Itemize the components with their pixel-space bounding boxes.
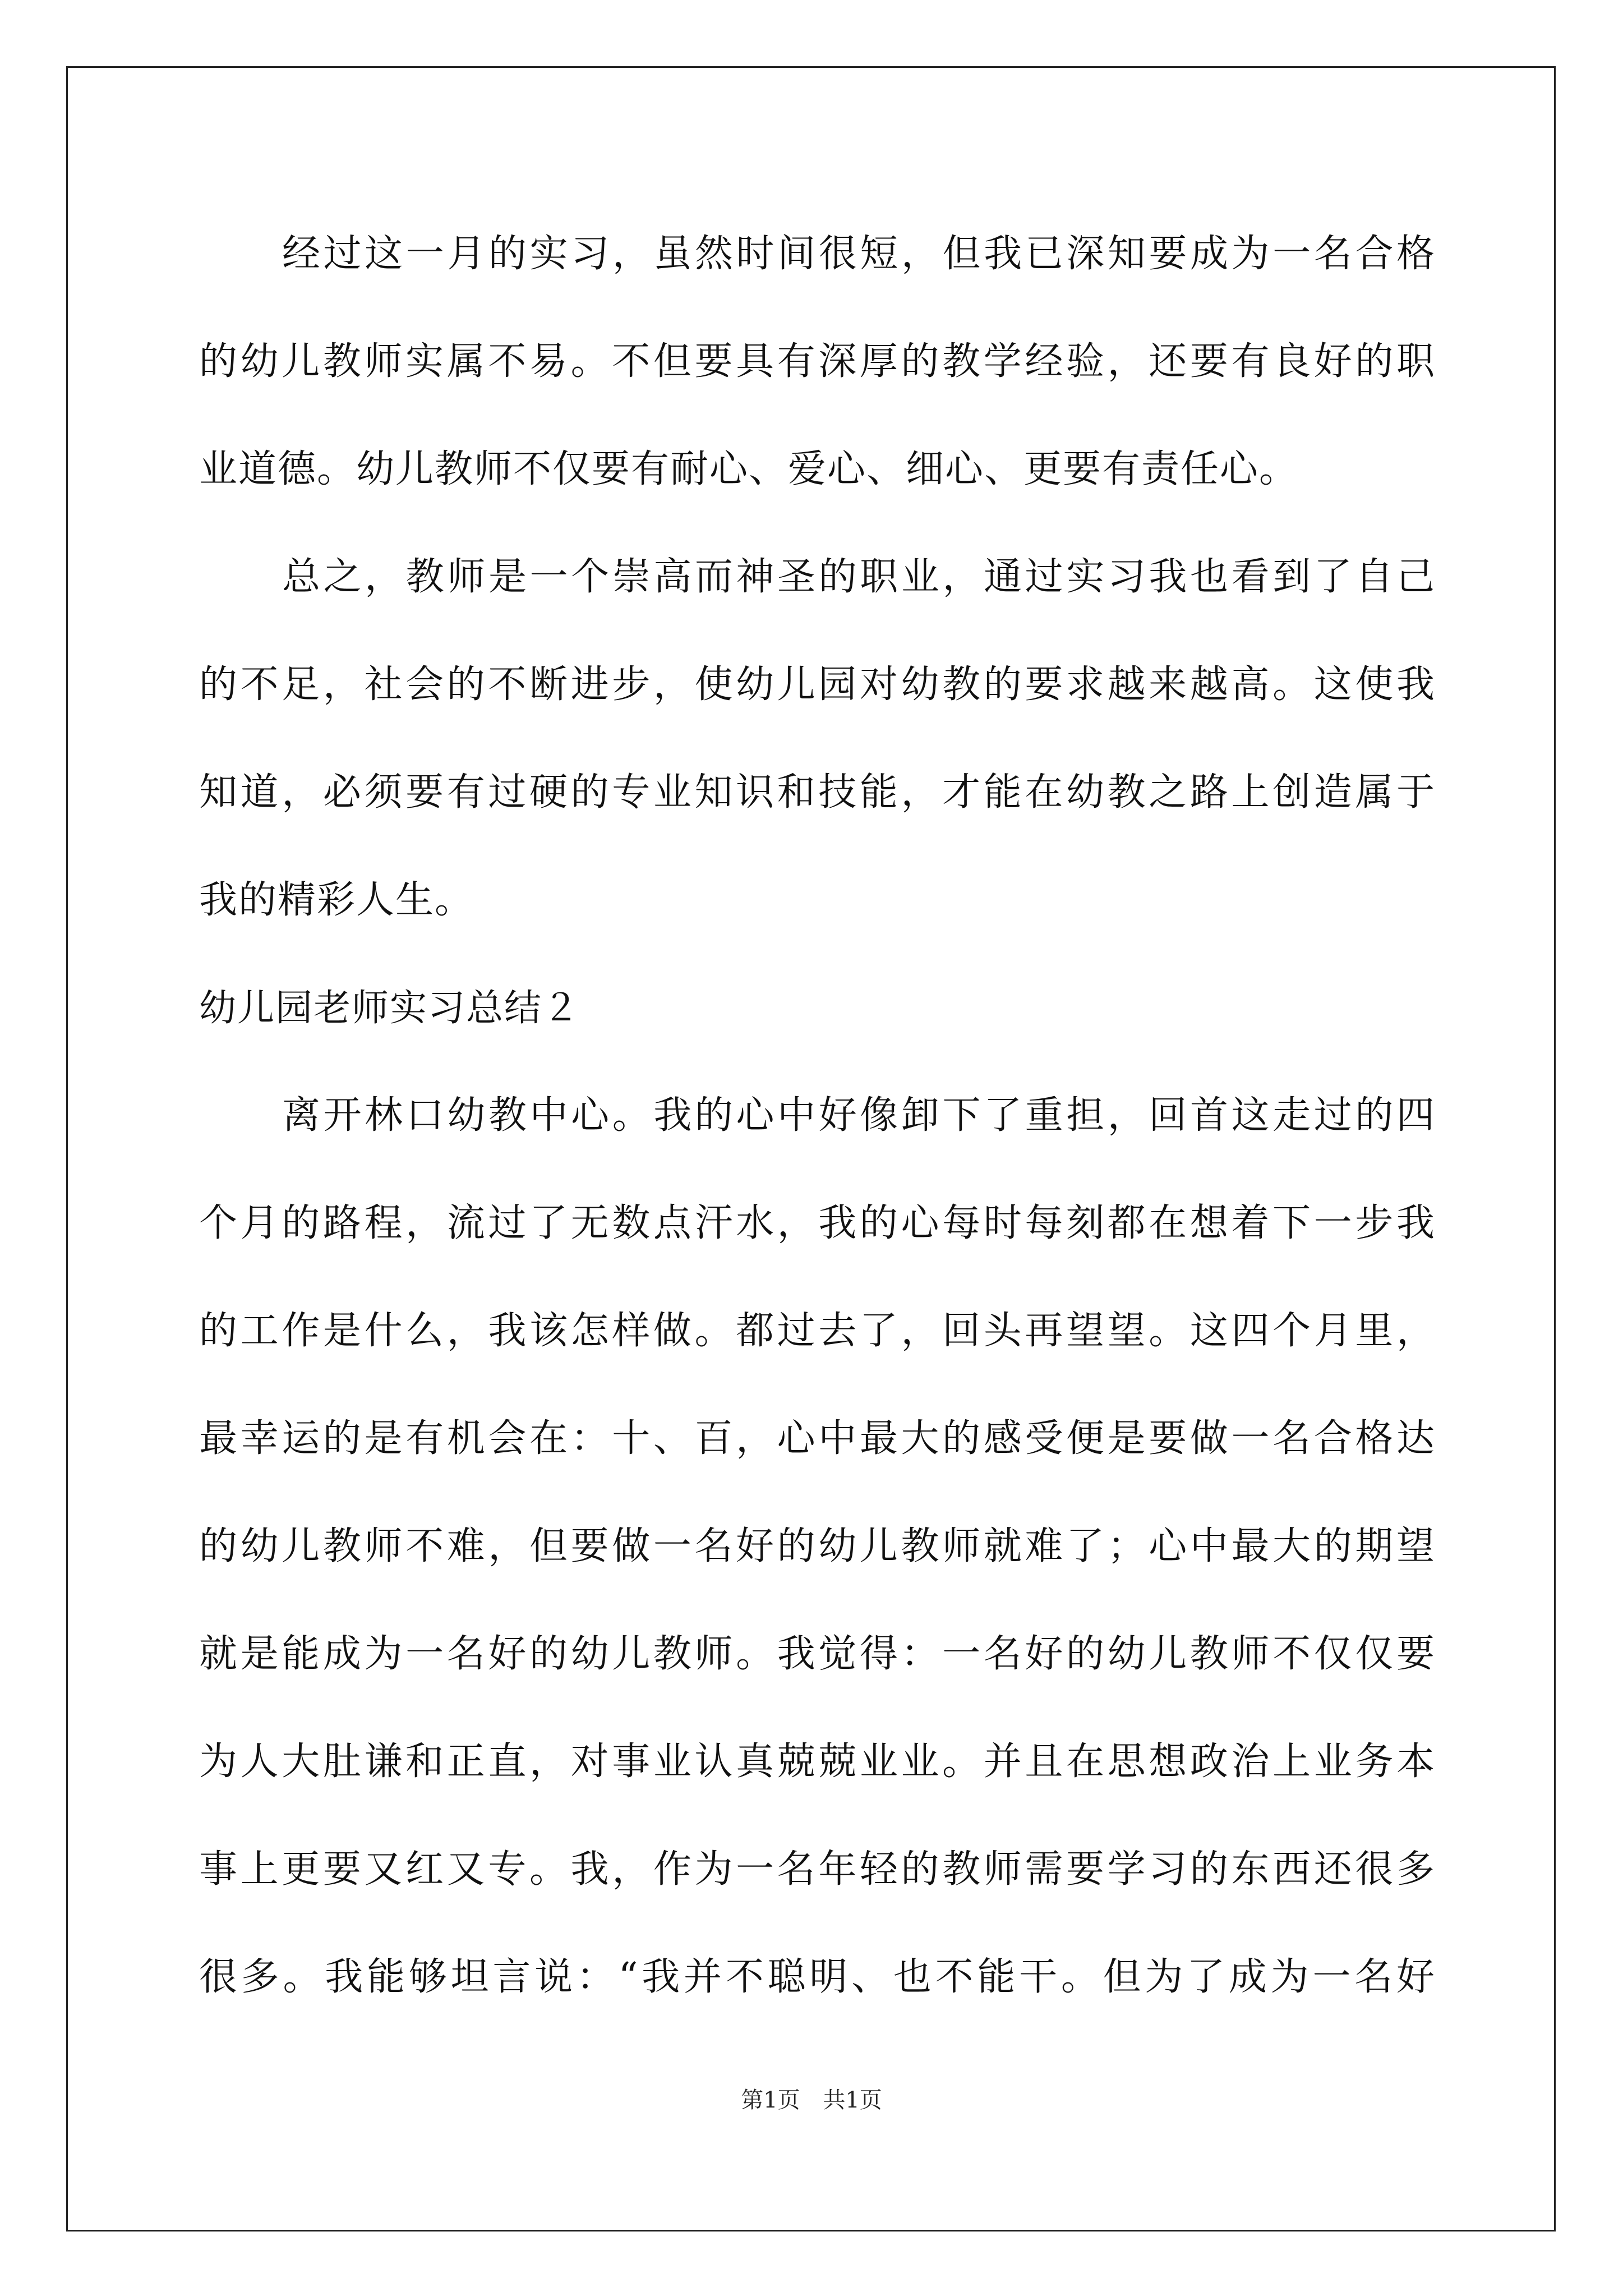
paragraph-3-line-9: 很多。我能够坦言说：“我并不聪明、也不能干。但为了成为一名好 <box>199 1955 1436 1999</box>
paragraph-2-line-4: 我的精彩人生。 <box>199 878 474 922</box>
paragraph-3-line-5: 的幼儿教师不难，但要做一名好的幼儿教师就难了；心中最大的期望 <box>199 1524 1436 1568</box>
paragraph-3-line-7: 为人大肚谦和正直，对事业认真兢兢业业。并且在思想政治上业务本 <box>199 1740 1436 1784</box>
paragraph-3-line-1: 离开林口幼教中心。我的心中好像卸下了重担，回首这走过的四 <box>282 1093 1436 1138</box>
page-total: 共1页 <box>823 2087 882 2113</box>
paragraph-3-line-8: 事上更要又红又专。我，作为一名年轻的教师需要学习的东西还很多 <box>199 1847 1436 1892</box>
paragraph-2-line-3: 知道，必须要有过硬的专业知识和技能，才能在幼教之路上创造属于 <box>199 770 1436 815</box>
paragraph-2-line-2: 的不足，社会的不断进步，使幼儿园对幼教的要求越来越高。这使我 <box>199 662 1436 707</box>
page-footer <box>0 2082 1623 2114</box>
paragraph-1-line-2: 的幼儿教师实属不易。不但要具有深厚的教学经验，还要有良好的职 <box>199 339 1436 384</box>
section-heading: 幼儿园老师实习总结２ <box>199 986 580 1029</box>
paragraph-2-line-1: 总之，教师是一个崇高而神圣的职业，通过实习我也看到了自己 <box>282 555 1436 599</box>
page-number: 第1页 <box>741 2087 800 2113</box>
paragraph-3-line-3: 的工作是什么，我该怎样做。都过去了，回头再望望。这四个月里， <box>199 1309 1436 1353</box>
paragraph-1-line-1: 经过这一月的实习，虽然时间很短，但我已深知要成为一名合格 <box>282 232 1436 276</box>
paragraph-3-line-6: 就是能成为一名好的幼儿教师。我觉得：一名好的幼儿教师不仅仅要 <box>199 1632 1436 1676</box>
paragraph-3-line-2: 个月的路程，流过了无数点汗水，我的心每时每刻都在想着下一步我 <box>199 1201 1436 1245</box>
document-body <box>199 212 1436 2043</box>
paragraph-1-line-3: 业道德。幼儿教师不仅要有耐心、爱心、细心、更要有责任心。 <box>199 447 1299 491</box>
paragraph-3-line-4: 最幸运的是有机会在：十、百，心中最大的感受便是要做一名合格达 <box>199 1416 1436 1461</box>
